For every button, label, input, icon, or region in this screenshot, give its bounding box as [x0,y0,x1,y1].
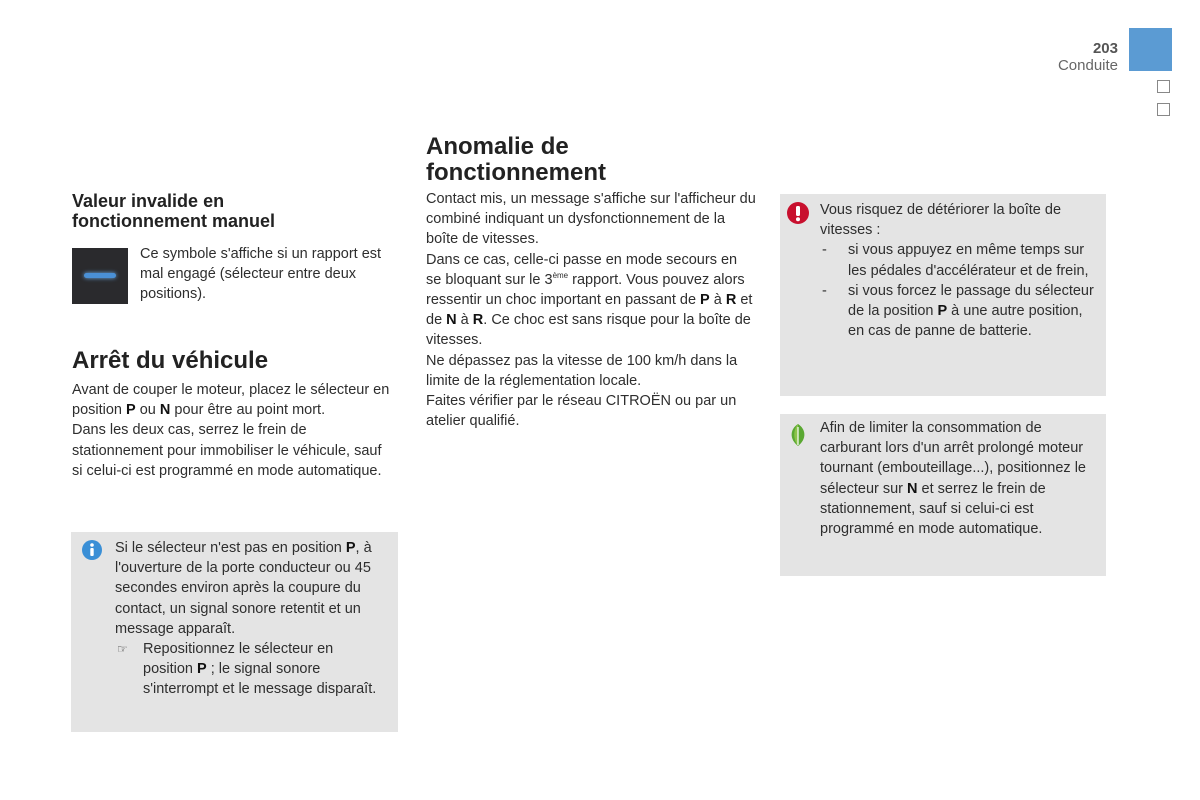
warning-list [820,240,1096,341]
list-item: - si vous appuyez en même temps sur les pédales d'accélérateur et de frein, [820,240,1096,280]
malfunction-text: Contact mis, un message s'affiche sur l'afficheur du combiné indiquant un dysfonctionnement de la boîte de vitesses. Dans ce cas, celle-ci passe en mode secours en se bloquant sur le 3ème rapport. Vous pouvez alors ressentir un choc important en passant de P à R et de N à R. Ce choc est sans risque pour la boîte de vitesses. Ne dépassez pas la vitesse de 100 km/h dans la limite de la réglementation locale. Faites vérifier par le réseau CITROËN ou par un atelier qualifié. [426,191,756,430]
indicator-bar [84,273,116,278]
invalid-value-heading: Valeur invalide en fonctionnement manuel [72,191,276,231]
section-title: Conduite [1057,57,1118,74]
eco-box-text: Afin de limiter la consommation de carburant lors d'un arrêt prolongé moteur tournant (embouteillage...), positionnez le sélecteur sur N et serrez le frein de stationnement, sauf si celui-ci est programmé en mode automatique. [820,420,1086,538]
warning-exclamation-icon [787,202,809,224]
chapter-tab-square-2 [1157,103,1170,116]
warning-box [780,194,1106,396]
info-box-action: ☞ Repositionnez le sélecteur en position P ; le signal sonore s'interrompt et le message disparaît. [117,641,377,698]
info-icon [82,540,102,560]
vehicle-stop-heading: Arrêt du véhicule [72,347,269,374]
pointing-hand-icon: ☞ [117,642,128,657]
chapter-tab-square-1 [1157,80,1170,93]
chapter-tab-active [1129,28,1172,71]
warning-box-text: Vous risquez de détériorer la boîte de vitesses : - si vous appuyez en même temps sur les pédales d'accélérateur et de frein, - si vous forcez le passage du sélecteur de la position P à une autre position, en cas de panne de batterie. [820,200,1096,341]
vehicle-stop-text: Avant de couper le moteur, placez le sélecteur en position P ou N pour être au point mort. Dans les deux cas, serrez le frein de stationnement pour immobiliser le véhicule, sauf si celui-ci est programmé en mode automatique. [72,382,390,479]
malfunction-heading: Anomalie de fonctionnement [426,133,606,186]
eco-leaf-icon [787,423,809,447]
info-box-text: Si le sélecteur n'est pas en position P, à l'ouverture de la porte conducteur ou 45 secondes environ après la coupure du contact, un signal sonore retentit et un message apparaît. ☞ Repositionnez le sélecteur en position P ; le signal sonore s'interrompt et le message disparaît. [115,538,385,700]
page-number: 203 [1092,40,1118,57]
list-item: - si vous forcez le passage du sélecteur de la position P à une autre position, en cas de panne de batterie. [820,281,1096,342]
eco-box [780,414,1106,576]
invalid-value-text: Ce symbole s'affiche si un rapport est mal engagé (sélecteur entre deux positions). [140,246,382,303]
info-box [71,532,398,732]
gear-invalid-indicator-icon [72,248,128,304]
